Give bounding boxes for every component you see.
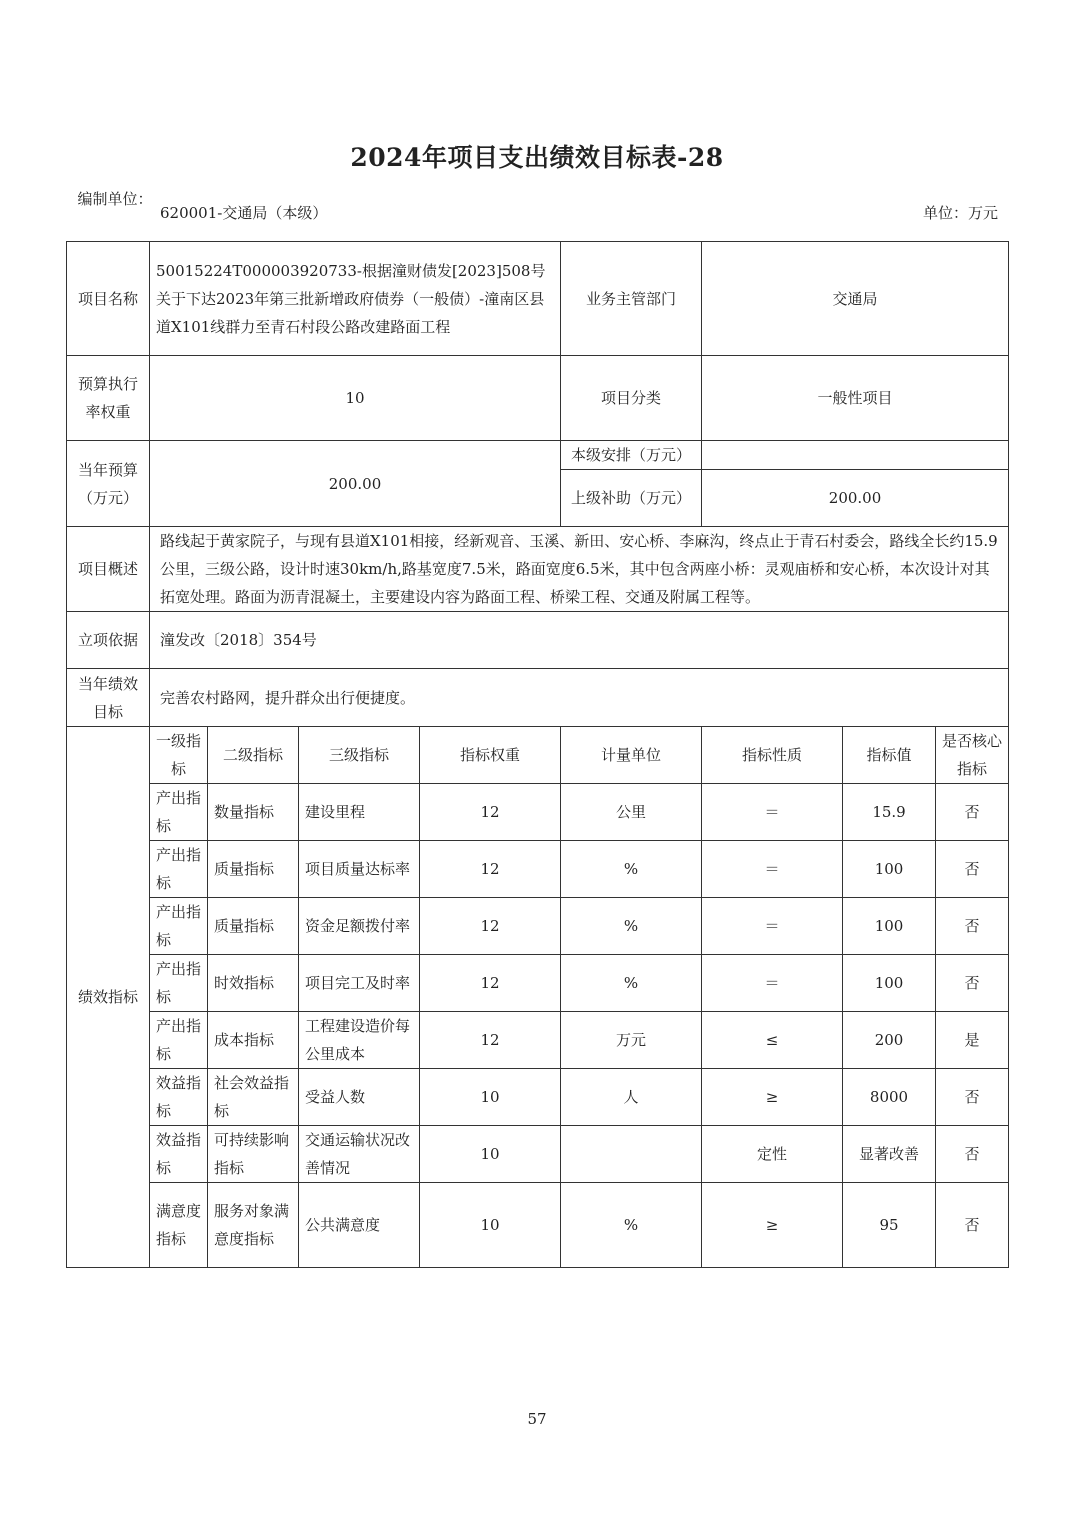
- basis-text: 潼发改〔2018〕354号: [150, 612, 1009, 669]
- value-cell: 100: [843, 955, 936, 1012]
- overview-text: 路线起于黄家院子，与现有县道X101相接，经新观音、玉溪、新田、安心桥、李麻沟，终点止于青石村委会，路线全长约15.9公里，三级公路，设计时速30km/h,路基宽度7.5米，路面宽度6.5米，其中包含两座小桥：灵观庙桥和安心桥，本次设计对其拓宽处理。路面为沥青混凝土，主要建设内容为路面工程、桥梁工程、交通及附属工程等。: [150, 527, 1009, 612]
- unit-cell: [561, 1126, 702, 1183]
- core-cell: 否: [936, 1069, 1009, 1126]
- table-row: [67, 955, 1009, 1012]
- header-unit: 计量单位: [561, 727, 702, 784]
- core-cell: 否: [936, 955, 1009, 1012]
- level2-cell: 数量指标: [208, 784, 299, 841]
- performance-table: [66, 241, 1009, 1268]
- level1-cell: 产出指标: [150, 898, 208, 955]
- level2-cell: 可持续影响指标: [208, 1126, 299, 1183]
- unit-cell: 人: [561, 1069, 702, 1126]
- unit-cell: 万元: [561, 1012, 702, 1069]
- weight-value: 10: [150, 356, 561, 441]
- core-cell: 是: [936, 1012, 1009, 1069]
- project-name: 50015224T000003920733-根据潼财债发[2023]508号关于下达2023年第三批新增政府债券（一般债）-潼南区县道X101线群力至青石村段公路改建路面工程: [150, 242, 561, 356]
- header-level1: 一级指标: [150, 727, 208, 784]
- level1-cell: 满意度指标: [150, 1183, 208, 1268]
- superior-label: 上级补助（万元）: [561, 470, 702, 527]
- core-cell: 否: [936, 841, 1009, 898]
- level3-cell: 工程建设造价每公里成本: [299, 1012, 420, 1069]
- weight-label: 预算执行率权重: [67, 356, 150, 441]
- weight-cell: 12: [420, 841, 561, 898]
- local-value: [702, 441, 1009, 470]
- core-cell: 否: [936, 1126, 1009, 1183]
- overview-label: 项目概述: [67, 527, 150, 612]
- weight-cell: 12: [420, 898, 561, 955]
- table-row: [67, 1126, 1009, 1183]
- value-cell: 100: [843, 841, 936, 898]
- level3-cell: 交通运输状况改善情况: [299, 1126, 420, 1183]
- level3-cell: 建设里程: [299, 784, 420, 841]
- weight-cell: 10: [420, 1183, 561, 1268]
- level3-cell: 受益人数: [299, 1069, 420, 1126]
- level1-cell: 产出指标: [150, 784, 208, 841]
- core-cell: 否: [936, 1183, 1009, 1268]
- unit-cell: %: [561, 955, 702, 1012]
- value-cell: 100: [843, 898, 936, 955]
- level2-cell: 服务对象满意度指标: [208, 1183, 299, 1268]
- unit-label: 单位：万元: [922, 204, 998, 222]
- nature-cell: ＝: [702, 955, 843, 1012]
- level1-cell: 效益指标: [150, 1126, 208, 1183]
- nature-cell: 定性: [702, 1126, 843, 1183]
- level2-cell: 时效指标: [208, 955, 299, 1012]
- value-cell: 8000: [843, 1069, 936, 1126]
- org-label: 编制单位：: [77, 190, 153, 208]
- table-row: [67, 784, 1009, 841]
- level3-cell: 项目完工及时率: [299, 955, 420, 1012]
- unit-cell: 公里: [561, 784, 702, 841]
- page-number: 57: [527, 1410, 547, 1428]
- table-row: [67, 1069, 1009, 1126]
- dept-label: 业务主管部门: [561, 242, 702, 356]
- goal-label: 当年绩效目标: [67, 669, 150, 727]
- weight-cell: 12: [420, 784, 561, 841]
- value-cell: 200: [843, 1012, 936, 1069]
- value-cell: 95: [843, 1183, 936, 1268]
- level1-cell: 产出指标: [150, 955, 208, 1012]
- header-weight: 指标权重: [420, 727, 561, 784]
- core-cell: 否: [936, 784, 1009, 841]
- header-value: 指标值: [843, 727, 936, 784]
- weight-cell: 10: [420, 1126, 561, 1183]
- superior-value: 200.00: [702, 470, 1009, 527]
- nature-cell: ≥: [702, 1069, 843, 1126]
- dept-value: 交通局: [702, 242, 1009, 356]
- goal-text: 完善农村路网，提升群众出行便捷度。: [150, 669, 1009, 727]
- level1-cell: 产出指标: [150, 1012, 208, 1069]
- nature-cell: ＝: [702, 898, 843, 955]
- project-name-label: 项目名称: [67, 242, 150, 356]
- unit-cell: %: [561, 898, 702, 955]
- level3-cell: 资金足额拨付率: [299, 898, 420, 955]
- budget-label: 当年预算（万元）: [67, 441, 150, 527]
- value-cell: 15.9: [843, 784, 936, 841]
- nature-cell: ≥: [702, 1183, 843, 1268]
- level1-cell: 效益指标: [150, 1069, 208, 1126]
- local-label: 本级安排（万元）: [561, 441, 702, 470]
- header-level3: 三级指标: [299, 727, 420, 784]
- table-row: [67, 1012, 1009, 1069]
- level2-cell: 质量指标: [208, 841, 299, 898]
- header-nature: 指标性质: [702, 727, 843, 784]
- nature-cell: ≤: [702, 1012, 843, 1069]
- unit-cell: %: [561, 1183, 702, 1268]
- level2-cell: 成本指标: [208, 1012, 299, 1069]
- level3-cell: 项目质量达标率: [299, 841, 420, 898]
- weight-cell: 12: [420, 955, 561, 1012]
- nature-cell: ＝: [702, 841, 843, 898]
- org-value: 620001-交通局（本级）: [160, 204, 328, 222]
- unit-cell: %: [561, 841, 702, 898]
- nature-cell: ＝: [702, 784, 843, 841]
- table-row: [67, 841, 1009, 898]
- table-row: [67, 898, 1009, 955]
- table-row: [67, 1183, 1009, 1268]
- category-value: 一般性项目: [702, 356, 1009, 441]
- level3-cell: 公共满意度: [299, 1183, 420, 1268]
- budget-value: 200.00: [150, 441, 561, 527]
- value-cell: 显著改善: [843, 1126, 936, 1183]
- weight-cell: 10: [420, 1069, 561, 1126]
- header-level2: 二级指标: [208, 727, 299, 784]
- weight-cell: 12: [420, 1012, 561, 1069]
- level2-cell: 社会效益指标: [208, 1069, 299, 1126]
- indicators-section-label: 绩效指标: [67, 727, 150, 1268]
- category-label: 项目分类: [561, 356, 702, 441]
- basis-label: 立项依据: [67, 612, 150, 669]
- header-core: 是否核心指标: [936, 727, 1009, 784]
- level1-cell: 产出指标: [150, 841, 208, 898]
- page-title: 2024年项目支出绩效目标表-28: [350, 143, 724, 172]
- core-cell: 否: [936, 898, 1009, 955]
- level2-cell: 质量指标: [208, 898, 299, 955]
